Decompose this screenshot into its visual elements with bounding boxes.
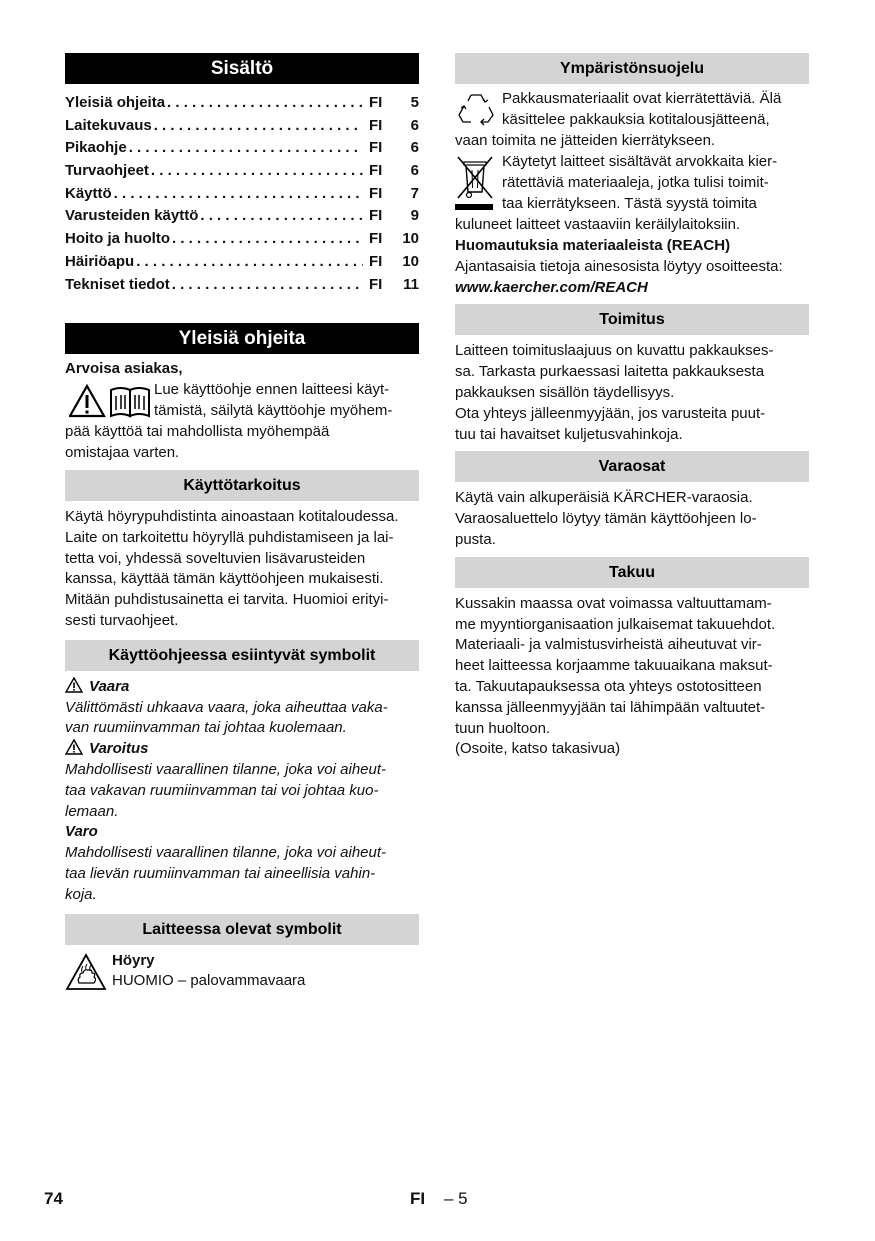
symbols-heading: Käyttöohjeessa esiintyvät symbolit bbox=[65, 640, 419, 671]
symbols-section bbox=[65, 677, 419, 906]
parts-line: pusta. bbox=[455, 530, 496, 548]
toc-title: Turvaohjeet bbox=[65, 162, 149, 180]
crossed-bin-icon bbox=[455, 154, 495, 212]
warranty-text bbox=[455, 594, 809, 760]
caution-label: Varo bbox=[65, 823, 98, 841]
caution-line: Mahdollisesti vaarallinen tilanne, joka voi aiheut- bbox=[65, 844, 387, 862]
toc-lang: FI bbox=[369, 94, 383, 111]
delivery-line: pakkauksen sisällön täydellisyys. bbox=[455, 383, 675, 401]
toc-lang: FI bbox=[369, 252, 383, 270]
warranty-line: heet laitteessa korjaamme takuuaikana maksut- bbox=[455, 657, 773, 675]
toc-title: Pikaohje bbox=[65, 139, 127, 157]
device-symbols-heading: Laitteessa olevat symbolit bbox=[65, 914, 419, 945]
toc-page: 10 bbox=[402, 252, 419, 270]
danger-label: Vaara bbox=[89, 677, 130, 695]
toc-leader-dots bbox=[170, 230, 363, 247]
env2-line: rätettäviä materiaaleja, jotka tulisi toimit- bbox=[502, 174, 769, 191]
delivery-line: Laitteen toimituslaajuus on kuvattu pakkaukses- bbox=[455, 342, 774, 360]
left-column bbox=[65, 53, 419, 995]
warning-triangle-icon bbox=[65, 739, 83, 755]
purpose-line: Käytä höyrypuhdistinta ainoastaan kotitaloudessa. bbox=[65, 507, 399, 525]
delivery-line: Ota yhteys jälleenmyyjään, jos varusteita puut- bbox=[455, 404, 766, 422]
toc-title: Yleisiä ohjeita bbox=[65, 94, 166, 111]
env1-line: Pakkausmateriaalit ovat kierrätettäviä. Älä bbox=[502, 90, 782, 107]
toc-leader-dots bbox=[170, 276, 363, 293]
danger-line: van ruumiinvamman tai johtaa kuolemaan. bbox=[65, 719, 347, 737]
env-weee bbox=[455, 152, 809, 236]
toc-page: 11 bbox=[403, 275, 419, 293]
warning-label: Varoitus bbox=[89, 740, 149, 758]
purpose-line: sesti turvaohjeet. bbox=[65, 611, 179, 629]
toc-title: Hoito ja huolto bbox=[65, 230, 170, 248]
general-line-3: pää käyttöä tai mahdollista myöhempää bbox=[65, 422, 330, 440]
delivery-text bbox=[455, 341, 809, 445]
toc-lang: FI bbox=[369, 162, 383, 180]
env-packaging bbox=[455, 89, 809, 152]
env1-line: käsittelee pakkauksia kotitalousjätteenä, bbox=[502, 111, 770, 128]
caution-line: koja. bbox=[65, 885, 97, 903]
toc-title: Häiriöapu bbox=[65, 252, 135, 270]
footer-lang: FI bbox=[410, 1189, 426, 1208]
danger-line: Välittömästi uhkaava vaara, joka aiheuttaa vaka- bbox=[65, 698, 388, 716]
read-manual-warning-icon bbox=[69, 384, 151, 418]
toc-row[interactable] bbox=[65, 276, 419, 299]
warranty-heading: Takuu bbox=[455, 557, 809, 588]
steam-text: HUOMIO – palovammavaara bbox=[112, 971, 306, 989]
toc-lang: FI bbox=[369, 184, 383, 202]
toc-leader-dots bbox=[198, 207, 363, 224]
env2-line: taa kierrätykseen. Tästä syystä toimita bbox=[502, 195, 757, 212]
toc-row[interactable] bbox=[65, 94, 419, 117]
toc-page: 9 bbox=[410, 207, 419, 225]
warning-line: taa vakavan ruumiinvamman tai voi johtaa kuo- bbox=[65, 781, 379, 799]
parts-line: Käytä vain alkuperäisiä KÄRCHER-varaosia. bbox=[455, 489, 753, 507]
toc-page: 6 bbox=[410, 162, 419, 180]
warranty-line: kanssa jälleenmyyjään tai lähimpään valtuutet- bbox=[455, 698, 766, 716]
caution-line: taa lievän ruumiinvamman tai aineellisia vahin- bbox=[65, 864, 376, 882]
general-line-4: omistajaa varten. bbox=[65, 443, 180, 461]
purpose-line: Mitään puhdistusainetta ei tarvita. Huomioi erityi- bbox=[65, 591, 389, 609]
general-notice bbox=[65, 380, 419, 464]
page-number: 74 bbox=[44, 1189, 63, 1208]
recycling-icon bbox=[457, 91, 495, 127]
steam-label: Höyry bbox=[112, 951, 155, 969]
hot-steam-icon bbox=[65, 953, 107, 991]
table-of-contents bbox=[65, 94, 419, 298]
footer-sub-page: – 5 bbox=[444, 1189, 468, 1208]
env2-line: Käytetyt laitteet sisältävät arvokkaita kier- bbox=[502, 153, 778, 170]
purpose-text bbox=[65, 507, 419, 632]
general-line-1: Lue käyttöohje ennen laitteesi käyt- bbox=[154, 380, 390, 398]
toc-page: 6 bbox=[410, 116, 419, 134]
toc-lang: FI bbox=[369, 230, 383, 248]
toc-title: Laitekuvaus bbox=[65, 116, 152, 134]
env2-line: kuluneet laitteet vastaaviin keräilylaitoksiin. bbox=[455, 216, 741, 233]
toc-title: Käyttö bbox=[65, 184, 112, 202]
purpose-heading: Käyttötarkoitus bbox=[65, 470, 419, 501]
right-column bbox=[455, 53, 809, 760]
toc-leader-dots bbox=[112, 185, 363, 202]
toc-leader-dots bbox=[127, 139, 363, 156]
toc-lang: FI bbox=[369, 207, 383, 225]
greeting: Arvoisa asiakas, bbox=[65, 360, 183, 378]
parts-text bbox=[455, 488, 809, 550]
toc-leader-dots bbox=[134, 253, 363, 270]
steam-symbol-row bbox=[65, 951, 419, 995]
parts-heading: Varaosat bbox=[455, 451, 809, 482]
warning-line: Mahdollisesti vaarallinen tilanne, joka voi aiheut- bbox=[65, 760, 387, 778]
toc-title: Tekniset tiedot bbox=[65, 275, 170, 293]
toc-page: 6 bbox=[410, 139, 419, 157]
toc-row[interactable] bbox=[65, 162, 419, 185]
environment-heading: Ympäristönsuojelu bbox=[455, 53, 809, 84]
toc-leader-dots bbox=[149, 162, 363, 179]
purpose-line: tetta voi, yhdessä soveltuvien lisävarusteiden bbox=[65, 549, 366, 567]
toc-leader-dots bbox=[165, 94, 363, 111]
toc-page: 10 bbox=[402, 230, 419, 248]
warning-line: lemaan. bbox=[65, 802, 119, 820]
delivery-line: tuu tai havaitset kuljetusvahinkoja. bbox=[455, 425, 683, 443]
toc-lang: FI bbox=[369, 116, 383, 134]
toc-page: 7 bbox=[410, 184, 419, 202]
purpose-line: Laite on tarkoitettu höyryllä puhdistamiseen ja lai- bbox=[65, 528, 394, 546]
toc-page: 5 bbox=[410, 94, 419, 111]
warranty-line: Materiaali- ja valmistusvirheistä aiheutuvat vir- bbox=[455, 636, 762, 654]
general-line-2: tämistä, säilytä käyttöohje myöhem- bbox=[154, 401, 393, 419]
delivery-line: sa. Tarkasta purkaessasi laitetta pakkauksesta bbox=[455, 363, 765, 381]
warranty-line: me myyntiorganisaation julkaisemat takuuehdot. bbox=[455, 615, 776, 633]
toc-row[interactable] bbox=[65, 253, 419, 276]
toc-title: Varusteiden käyttö bbox=[65, 207, 199, 225]
warning-triangle-icon bbox=[65, 677, 83, 693]
toc-lang: FI bbox=[369, 139, 383, 157]
env1-line: vaan toimita ne jätteiden kierrätykseen. bbox=[455, 132, 716, 149]
parts-line: Varaosaluettelo löytyy tämän käyttöohjeen lo- bbox=[455, 510, 757, 528]
general-heading: Yleisiä ohjeita bbox=[65, 323, 419, 354]
toc-leader-dots bbox=[152, 117, 363, 134]
warranty-line: tuun huoltoon. bbox=[455, 719, 551, 737]
warranty-line: (Osoite, katso takasivua) bbox=[455, 740, 621, 758]
toc-row[interactable] bbox=[65, 230, 419, 253]
toc-row[interactable] bbox=[65, 139, 419, 162]
warranty-line: ta. Takuutapauksessa ota yhteys ostotositteen bbox=[455, 677, 762, 695]
reach-text: Ajantasaisia tietoja ainesosista löytyy osoitteesta: bbox=[455, 257, 783, 275]
toc-row[interactable] bbox=[65, 117, 419, 140]
reach-title: Huomautuksia materiaaleista (REACH) bbox=[455, 237, 731, 254]
toc-row[interactable] bbox=[65, 185, 419, 208]
reach-link[interactable]: www.kaercher.com/REACH bbox=[455, 278, 648, 296]
toc-row[interactable] bbox=[65, 207, 419, 230]
delivery-heading: Toimitus bbox=[455, 304, 809, 335]
purpose-line: kanssa, käyttää tämän käyttöohjeen mukaisesti. bbox=[65, 570, 384, 588]
warranty-line: Kussakin maassa ovat voimassa valtuuttamam- bbox=[455, 594, 772, 612]
toc-lang: FI bbox=[369, 275, 383, 293]
toc-heading: Sisältö bbox=[65, 53, 419, 84]
